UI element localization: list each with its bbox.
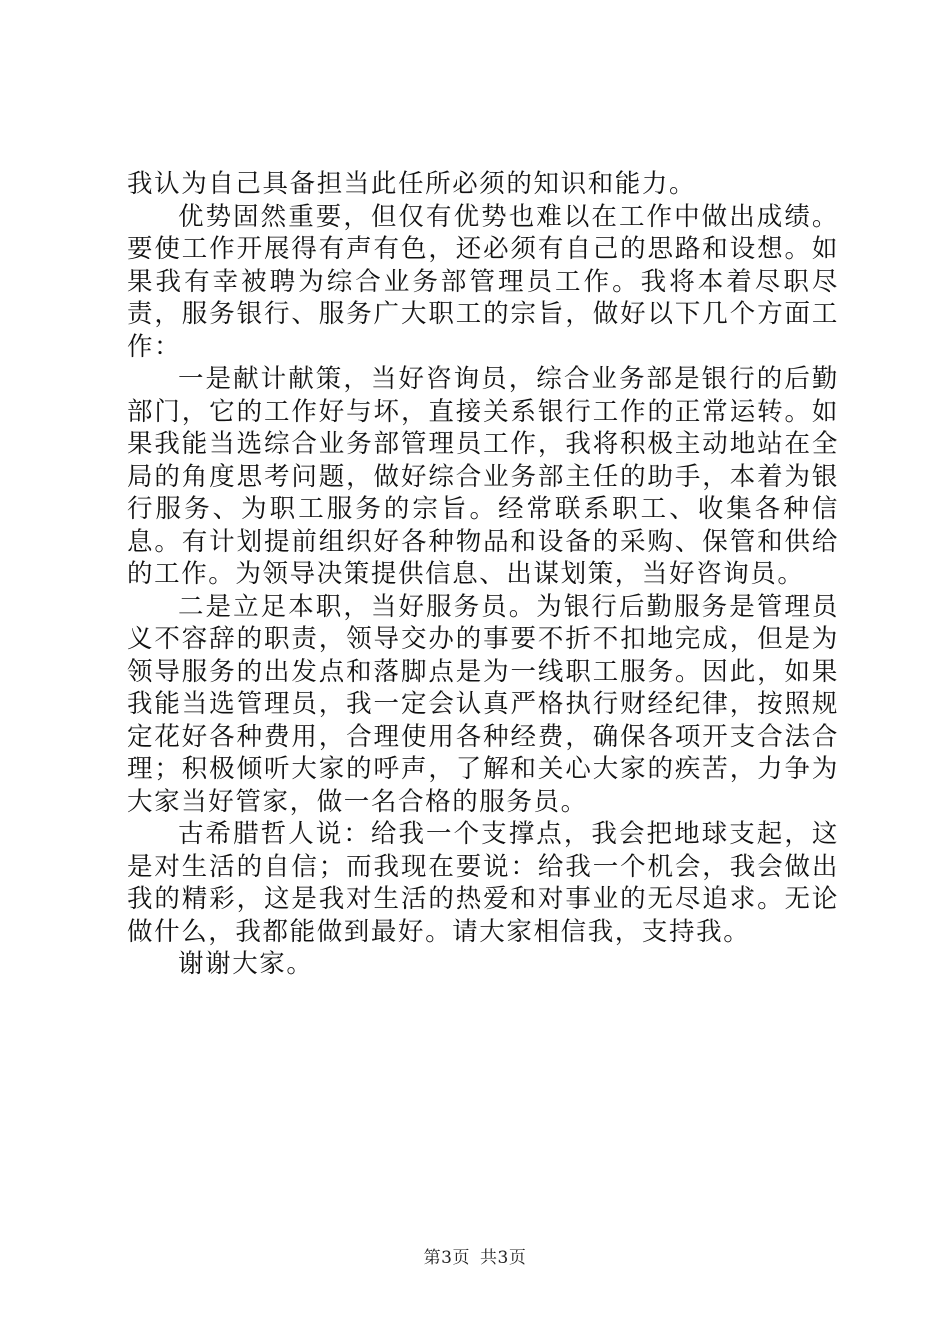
paragraph-2: 优势固然重要，但仅有优势也难以在工作中做出成绩。要使工作开展得有声有色，还必须有自己的思路和设想。如果我有幸被聘为综合业务部管理员工作。我将本着尽职尽责，服务银行、服务广大职工的宗旨，做好以下几个方面工作： xyxy=(127,201,839,362)
paragraph-5: 古希腊哲人说：给我一个支撑点，我会把地球支起，这是对生活的自信；而我现在要说：给我一个机会，我会做出我的精彩，这是我对生活的热爱和对事业的无尽追求。无论做什么，我都能做到最好。请大家相信我，支持我。 xyxy=(127,819,839,947)
paragraph-4: 二是立足本职，当好服务员。为银行后勤服务是管理员义不容辞的职责，领导交办的事要不折不扣地完成，但是为领导服务的出发点和落脚点是为一线职工服务。因此，如果我能当选管理员，我一定会认真严格执行财经纪律，按照规定花好各种费用，合理使用各种经费，确保各项开支合法合理；积极倾听大家的呼声，了解和关心大家的疾苦，力争为大家当好管家，做一名合格的服务员。 xyxy=(127,591,839,817)
page-total: 共3页 xyxy=(480,1248,527,1268)
page-number: 第3页 xyxy=(423,1248,470,1268)
document-body xyxy=(127,168,839,981)
paragraph-1: 我认为自己具备担当此任所必须的知识和能力。 xyxy=(127,169,697,199)
page-footer xyxy=(0,1243,950,1268)
paragraph-3: 一是献计献策，当好咨询员，综合业务部是银行的后勤部门，它的工作好与坏，直接关系银行工作的正常运转。如果我能当选综合业务部管理员工作，我将积极主动地站在全局的角度思考问题，做好综合业务部主任的助手，本着为银行服务、为职工服务的宗旨。经常联系职工、收集各种信息。有计划提前组织好各种物品和设备的采购、保管和供给的工作。为领导决策提供信息、出谋划策，当好咨询员。 xyxy=(127,364,839,589)
paragraph-6: 谢谢大家。 xyxy=(178,949,314,979)
